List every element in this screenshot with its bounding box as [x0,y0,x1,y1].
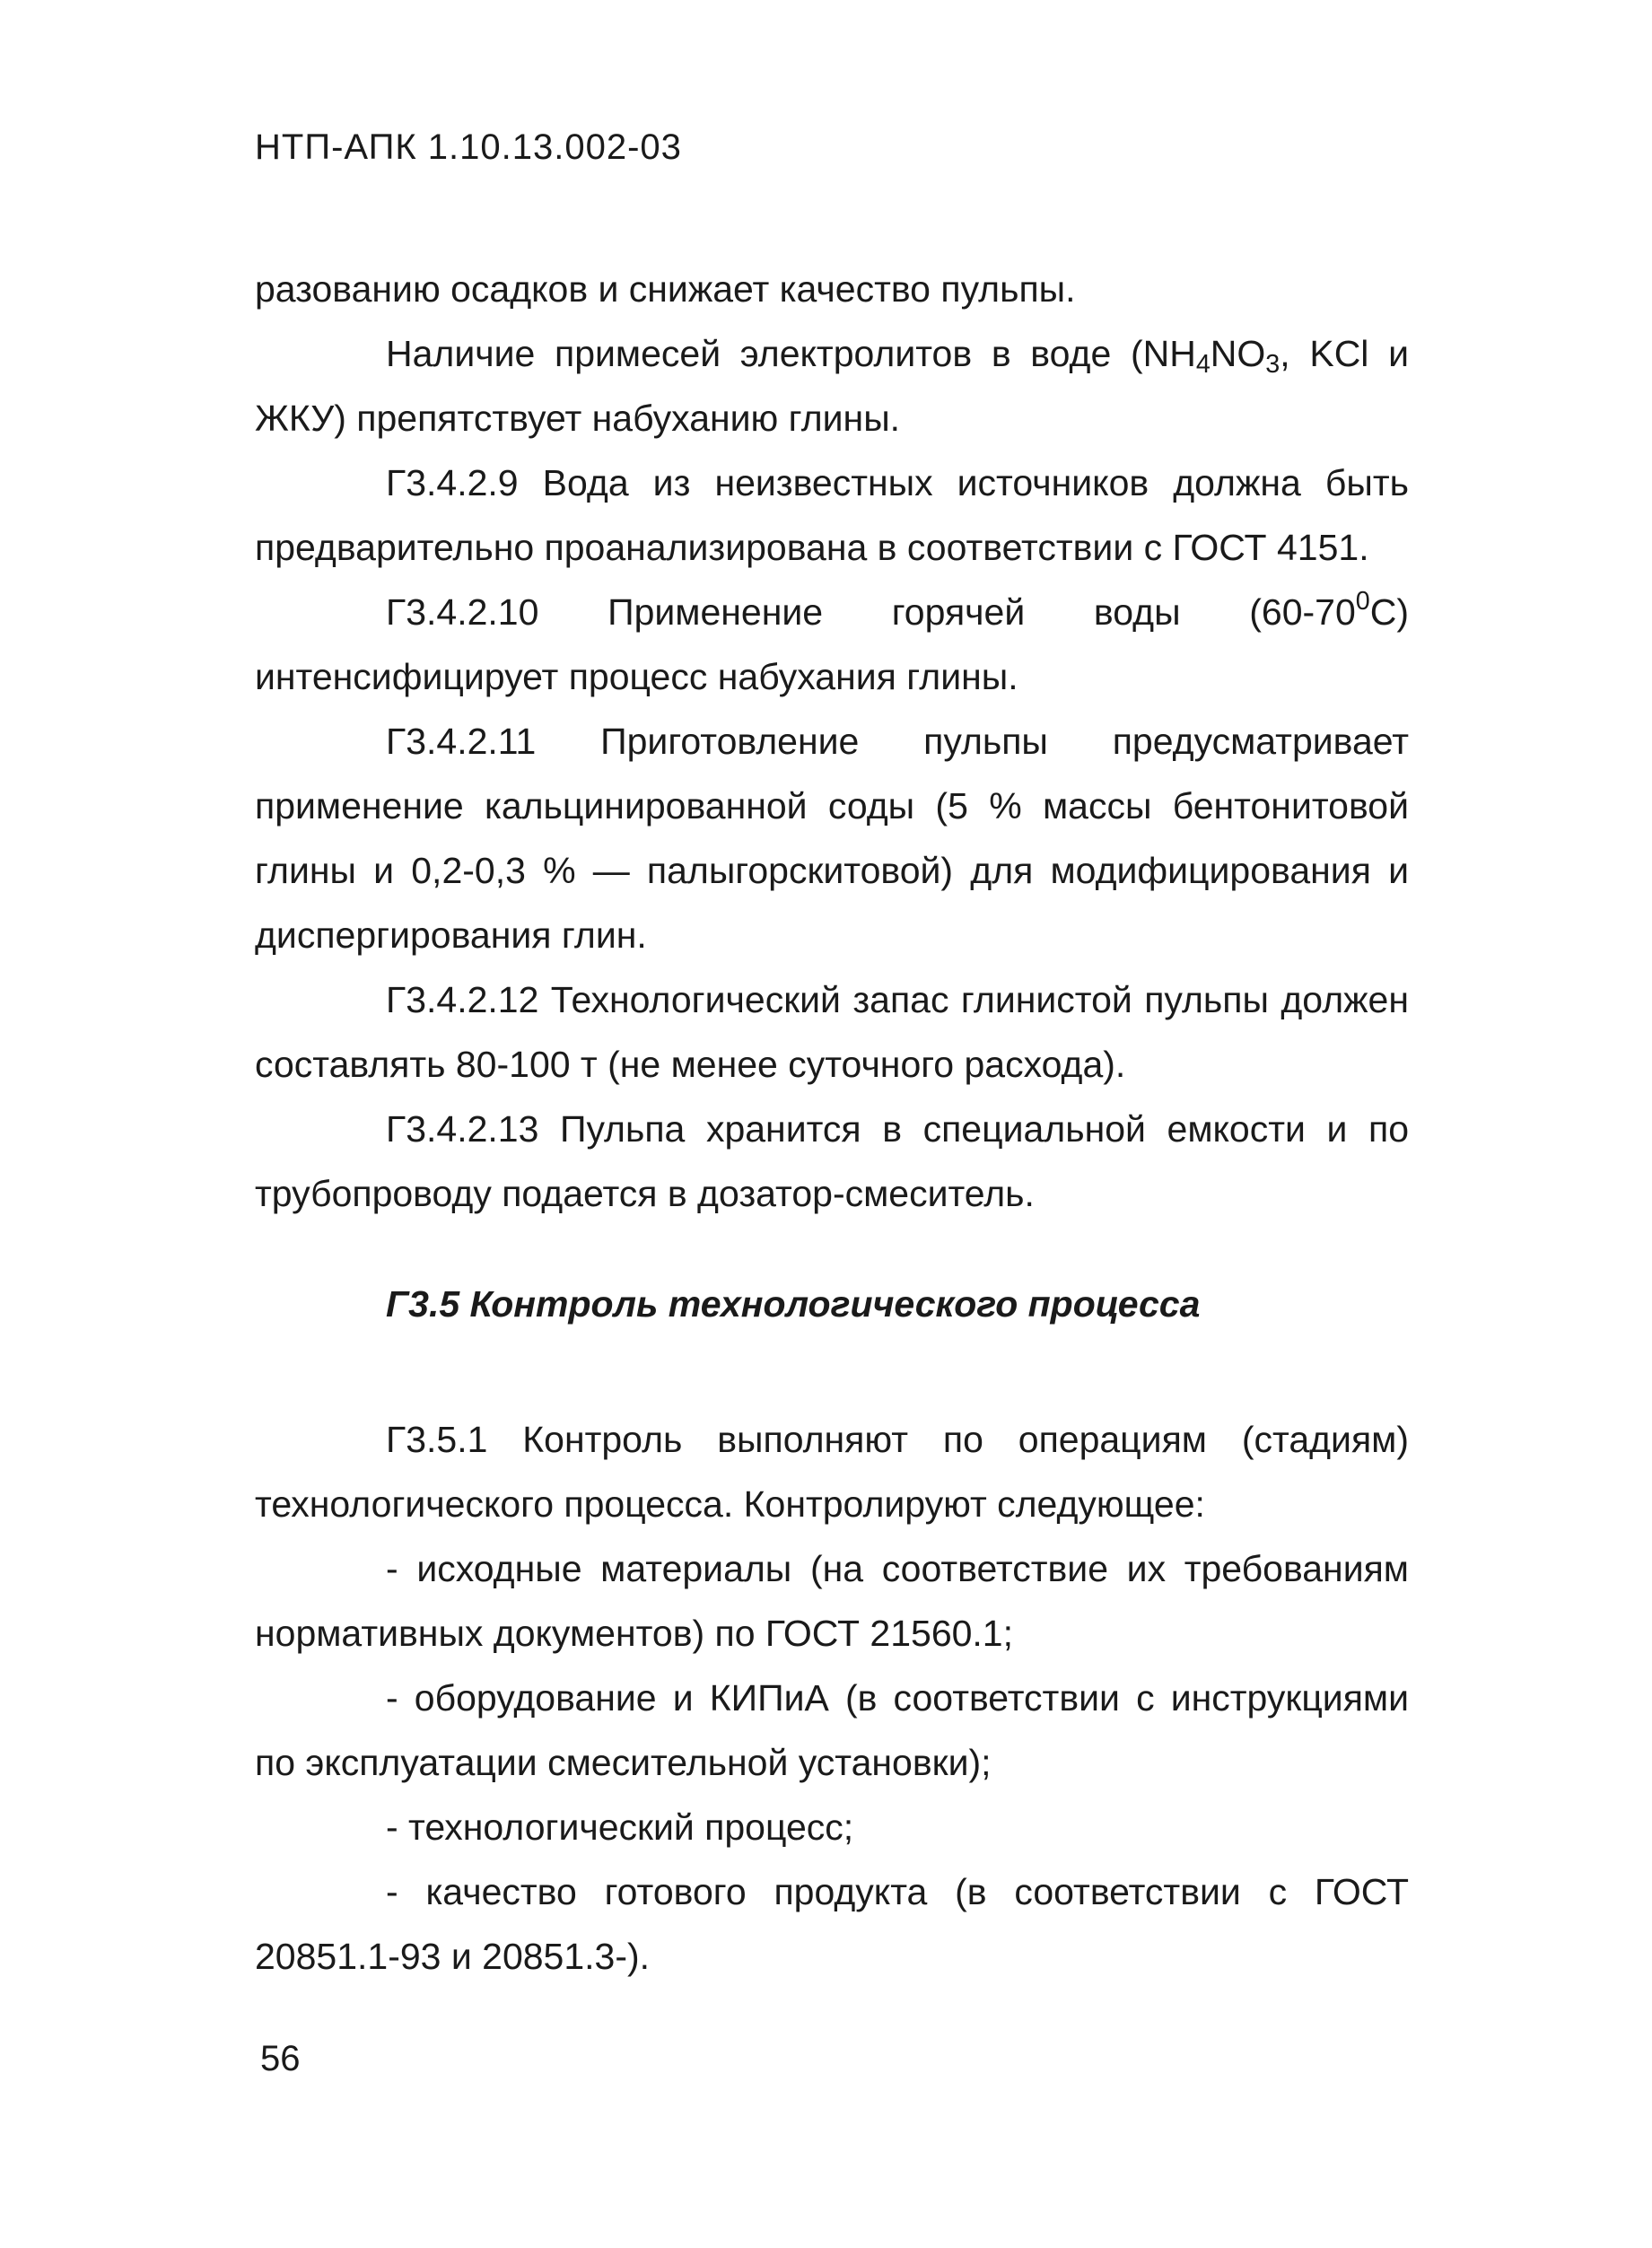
list-item-equipment: - оборудование и КИПиА (в соответствии с инструкциями по эксплуатации смесительной установки); [255,1677,1409,1783]
document-code-header: НТП-АПК 1.10.13.002-03 [255,127,682,167]
paragraph-g3-4-2-10 [255,580,1409,709]
list-item-materials: - исходные материалы (на соответствие их требованиям нормативных документов) по ГОСТ 21560.1; [255,1548,1409,1654]
paragraph-continuation: разованию осадков и снижает качество пульпы. [255,268,1076,310]
section-heading: Г3.5 Контроль технологического процесса [386,1283,1201,1325]
degree-superscript: 0 [1355,586,1370,616]
paragraph-electrolytes-text-c: , KCl и ЖКУ) препятствует набуханию глины. [255,333,1410,439]
paragraph-g3-4-2-13: Г3.4.2.13 Пульпа хранится в специальной емкости и по трубопроводу подается в дозатор-смеситель. [255,1108,1409,1214]
paragraph-g3-4-2-11: Г3.4.2.11 Приготовление пульпы предусматривает применение кальцинированной соды (5 % массы бентонитовой глины и 0,2-0,3 % — палыгорскитовой) для модифицирования и диспергирования глин. [255,721,1409,956]
paragraph-g3-4-2-12: Г3.4.2.12 Технологический запас глинистой пульпы должен составлять 80-100 т (не менее суточного расхода). [255,979,1409,1085]
list-item-quality: - качество готового продукта (в соответствии с ГОСТ 20851.1-93 и 20851.3-). [255,1871,1409,1977]
list-item-process: - технологический процесс; [386,1806,854,1848]
subscript-4: 4 [1195,350,1211,380]
paragraph-g3-4-2-10-text-a: Г3.4.2.10 Применение горячей воды (60-70 [386,591,1356,633]
subscript-3: 3 [1265,350,1281,380]
body-text-block-1 [255,257,1409,1226]
paragraph-electrolytes-text-b: NO [1210,333,1266,374]
body-text-block-2 [255,1407,1409,1989]
paragraph-g3-4-2-10-text-b: С) интенсифицирует процесс набухания глины. [255,591,1409,697]
paragraph-electrolytes-text-a: Наличие примесей электролитов в воде (NH [386,333,1196,374]
page-number: 56 [260,2039,301,2078]
paragraph-electrolytes [255,321,1409,450]
paragraph-g3-5-1: Г3.5.1 Контроль выполняют по операциям (стадиям) технологического процесса. Контролируют следующее: [255,1419,1409,1525]
paragraph-g3-4-2-9: Г3.4.2.9 Вода из неизвестных источников должна быть предварительно проанализирована в соответствии с ГОСТ 4151. [255,462,1409,568]
